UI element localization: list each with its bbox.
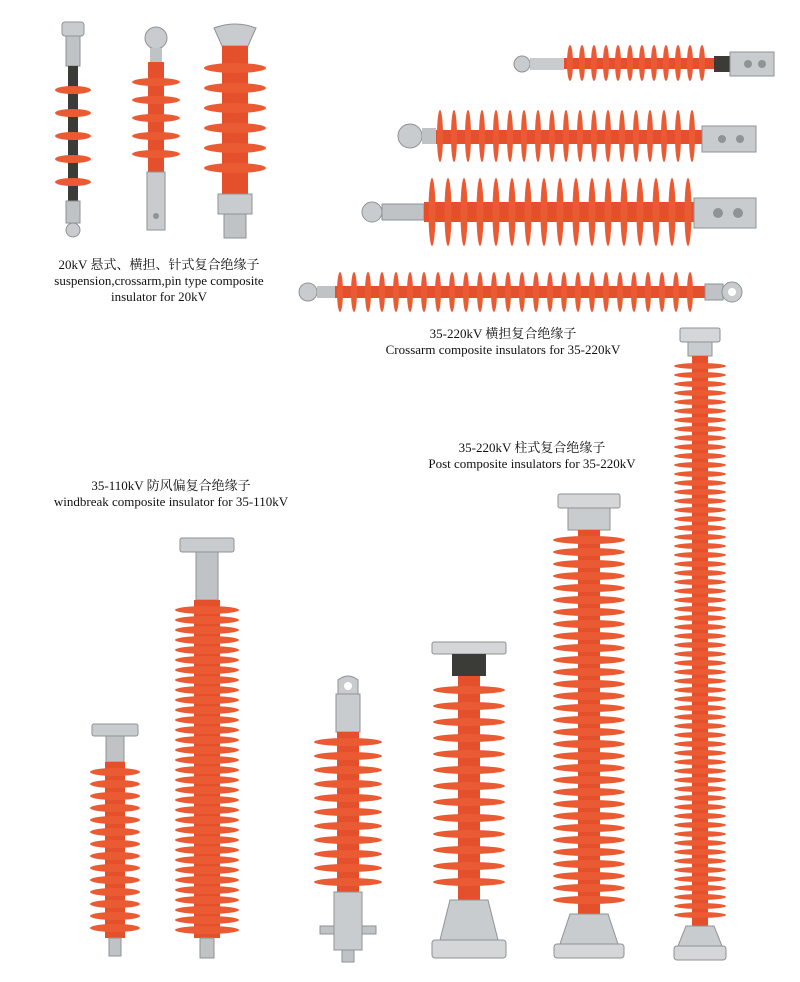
shed — [674, 660, 726, 666]
shed — [674, 633, 726, 639]
shed — [175, 706, 239, 714]
shed — [553, 848, 625, 856]
shed — [433, 782, 505, 790]
shed — [314, 794, 382, 802]
post-insulator-medium — [548, 492, 630, 962]
shed — [553, 692, 625, 700]
shed — [553, 704, 625, 712]
shed — [674, 885, 726, 891]
shed — [175, 756, 239, 764]
shed — [175, 676, 239, 684]
shed — [314, 808, 382, 816]
shed — [175, 866, 239, 874]
shed — [175, 766, 239, 774]
shed — [674, 903, 726, 909]
shed — [674, 795, 726, 801]
windbreak-insulator-long — [172, 536, 242, 960]
shed — [553, 644, 625, 652]
shed — [175, 836, 239, 844]
shed — [674, 912, 726, 918]
shed — [674, 435, 726, 441]
shed — [553, 668, 625, 676]
shed — [674, 489, 726, 495]
shed — [433, 702, 505, 710]
shed — [314, 738, 382, 746]
shed — [674, 867, 726, 873]
shed — [674, 534, 726, 540]
shed — [433, 686, 505, 694]
shed — [674, 471, 726, 477]
shed — [674, 525, 726, 531]
shed — [674, 390, 726, 396]
caption-post-chinese: 35-220kV 柱式复合绝缘子 — [458, 440, 606, 455]
windbreak-insulator-short — [86, 722, 144, 960]
crossarm-insulator-horizontal-2 — [396, 106, 760, 166]
shed — [553, 776, 625, 784]
shed — [314, 850, 382, 858]
shed — [674, 543, 726, 549]
shed — [553, 596, 625, 604]
caption-windbreak-group — [26, 478, 316, 510]
shed — [175, 806, 239, 814]
pin-insulator-20kv — [200, 20, 270, 242]
shed — [433, 862, 505, 870]
shed — [674, 597, 726, 603]
shed — [433, 830, 505, 838]
shed — [175, 776, 239, 784]
shed — [674, 498, 726, 504]
shed — [553, 728, 625, 736]
shed — [553, 836, 625, 844]
shed — [175, 886, 239, 894]
shed — [674, 651, 726, 657]
shed — [674, 363, 726, 369]
shed — [175, 636, 239, 644]
shed — [175, 686, 239, 694]
suspension-insulator-20kv — [48, 18, 98, 240]
shed — [175, 646, 239, 654]
shed — [314, 836, 382, 844]
shed — [674, 858, 726, 864]
shed — [674, 669, 726, 675]
shed — [314, 780, 382, 788]
shed — [674, 732, 726, 738]
shed — [674, 705, 726, 711]
caption-crossarm-chinese: 35-220kV 横担复合绝缘子 — [429, 326, 577, 341]
shed — [433, 750, 505, 758]
shed — [314, 766, 382, 774]
caption-crossarm-group — [360, 326, 646, 358]
caption-windbreak-chinese: 35-110kV 防风偏复合绝缘子 — [91, 478, 251, 493]
shed — [175, 616, 239, 624]
shed — [674, 624, 726, 630]
shed — [433, 766, 505, 774]
shed — [674, 372, 726, 378]
shed — [553, 548, 625, 556]
crossarm-insulator-horizontal-4 — [296, 266, 748, 318]
shed — [175, 846, 239, 854]
shed — [433, 718, 505, 726]
shed — [175, 606, 239, 614]
shed — [674, 480, 726, 486]
shed — [553, 608, 625, 616]
shed — [175, 626, 239, 634]
shed — [674, 426, 726, 432]
shed — [674, 444, 726, 450]
shed — [674, 588, 726, 594]
shed — [553, 620, 625, 628]
shed — [175, 896, 239, 904]
shed — [674, 642, 726, 648]
shed — [674, 750, 726, 756]
shed — [175, 696, 239, 704]
shed — [175, 856, 239, 864]
caption-post-english: Post composite insulators for 35-220kV — [428, 456, 636, 471]
shed — [674, 687, 726, 693]
caption-20kv-english-line1: suspension,crossarm,pin type composite — [54, 273, 264, 288]
shed — [553, 752, 625, 760]
shed — [674, 561, 726, 567]
shed — [553, 800, 625, 808]
shed — [553, 884, 625, 892]
caption-20kv-english-line2: insulator for 20kV — [110, 289, 208, 304]
shed — [314, 878, 382, 886]
shed — [314, 822, 382, 830]
shed — [553, 584, 625, 592]
shed — [553, 824, 625, 832]
shed — [433, 814, 505, 822]
shed — [433, 878, 505, 886]
shed — [175, 816, 239, 824]
shed — [314, 864, 382, 872]
shed — [175, 736, 239, 744]
shed — [553, 632, 625, 640]
suspension-insulator-eye-end — [308, 676, 388, 966]
shed — [674, 822, 726, 828]
shed — [674, 507, 726, 513]
shed — [314, 752, 382, 760]
shed — [175, 926, 239, 934]
shed — [674, 552, 726, 558]
shed — [433, 734, 505, 742]
shed — [674, 876, 726, 882]
shed — [674, 417, 726, 423]
shed — [674, 831, 726, 837]
shed — [553, 560, 625, 568]
shed — [175, 786, 239, 794]
shed — [674, 579, 726, 585]
shed — [553, 896, 625, 904]
crossarm-insulator-horizontal-3 — [356, 172, 762, 252]
caption-windbreak-english: windbreak composite insulator for 35-110kV — [53, 494, 289, 509]
caption-crossarm-english: Crossarm composite insulators for 35-220kV — [385, 342, 621, 357]
shed — [175, 826, 239, 834]
shed — [674, 570, 726, 576]
shed — [553, 680, 625, 688]
shed — [553, 656, 625, 664]
caption-post-group — [394, 440, 670, 472]
shed — [674, 804, 726, 810]
shed — [674, 714, 726, 720]
shed — [674, 408, 726, 414]
shed — [674, 606, 726, 612]
shed — [553, 764, 625, 772]
shed — [175, 656, 239, 664]
shed — [433, 798, 505, 806]
shed — [674, 768, 726, 774]
shed — [674, 849, 726, 855]
shed — [175, 916, 239, 924]
shed — [175, 746, 239, 754]
shed — [674, 453, 726, 459]
shed — [674, 615, 726, 621]
shed — [553, 860, 625, 868]
shed — [674, 399, 726, 405]
shed — [674, 462, 726, 468]
shed — [674, 759, 726, 765]
shed — [553, 740, 625, 748]
post-insulator-short — [428, 640, 510, 962]
caption-20kv-group — [24, 257, 294, 305]
crossarm-insulator-20kv — [128, 24, 184, 234]
shed — [175, 796, 239, 804]
shed — [674, 777, 726, 783]
shed — [553, 572, 625, 580]
shed — [674, 894, 726, 900]
shed — [175, 876, 239, 884]
shed — [553, 716, 625, 724]
shed — [553, 872, 625, 880]
post-insulator-tall — [668, 326, 732, 962]
shed — [674, 516, 726, 522]
shed — [553, 788, 625, 796]
shed — [674, 741, 726, 747]
shed — [175, 726, 239, 734]
shed — [674, 381, 726, 387]
shed — [175, 716, 239, 724]
shed — [175, 906, 239, 914]
crossarm-insulator-horizontal-1 — [512, 40, 780, 86]
shed — [553, 812, 625, 820]
shed — [553, 536, 625, 544]
shed — [175, 666, 239, 674]
shed — [674, 840, 726, 846]
shed — [674, 786, 726, 792]
caption-20kv-chinese: 20kV 悬式、横担、针式复合绝缘子 — [58, 257, 260, 272]
shed — [433, 846, 505, 854]
shed — [674, 678, 726, 684]
shed — [674, 813, 726, 819]
shed — [674, 723, 726, 729]
shed — [674, 696, 726, 702]
